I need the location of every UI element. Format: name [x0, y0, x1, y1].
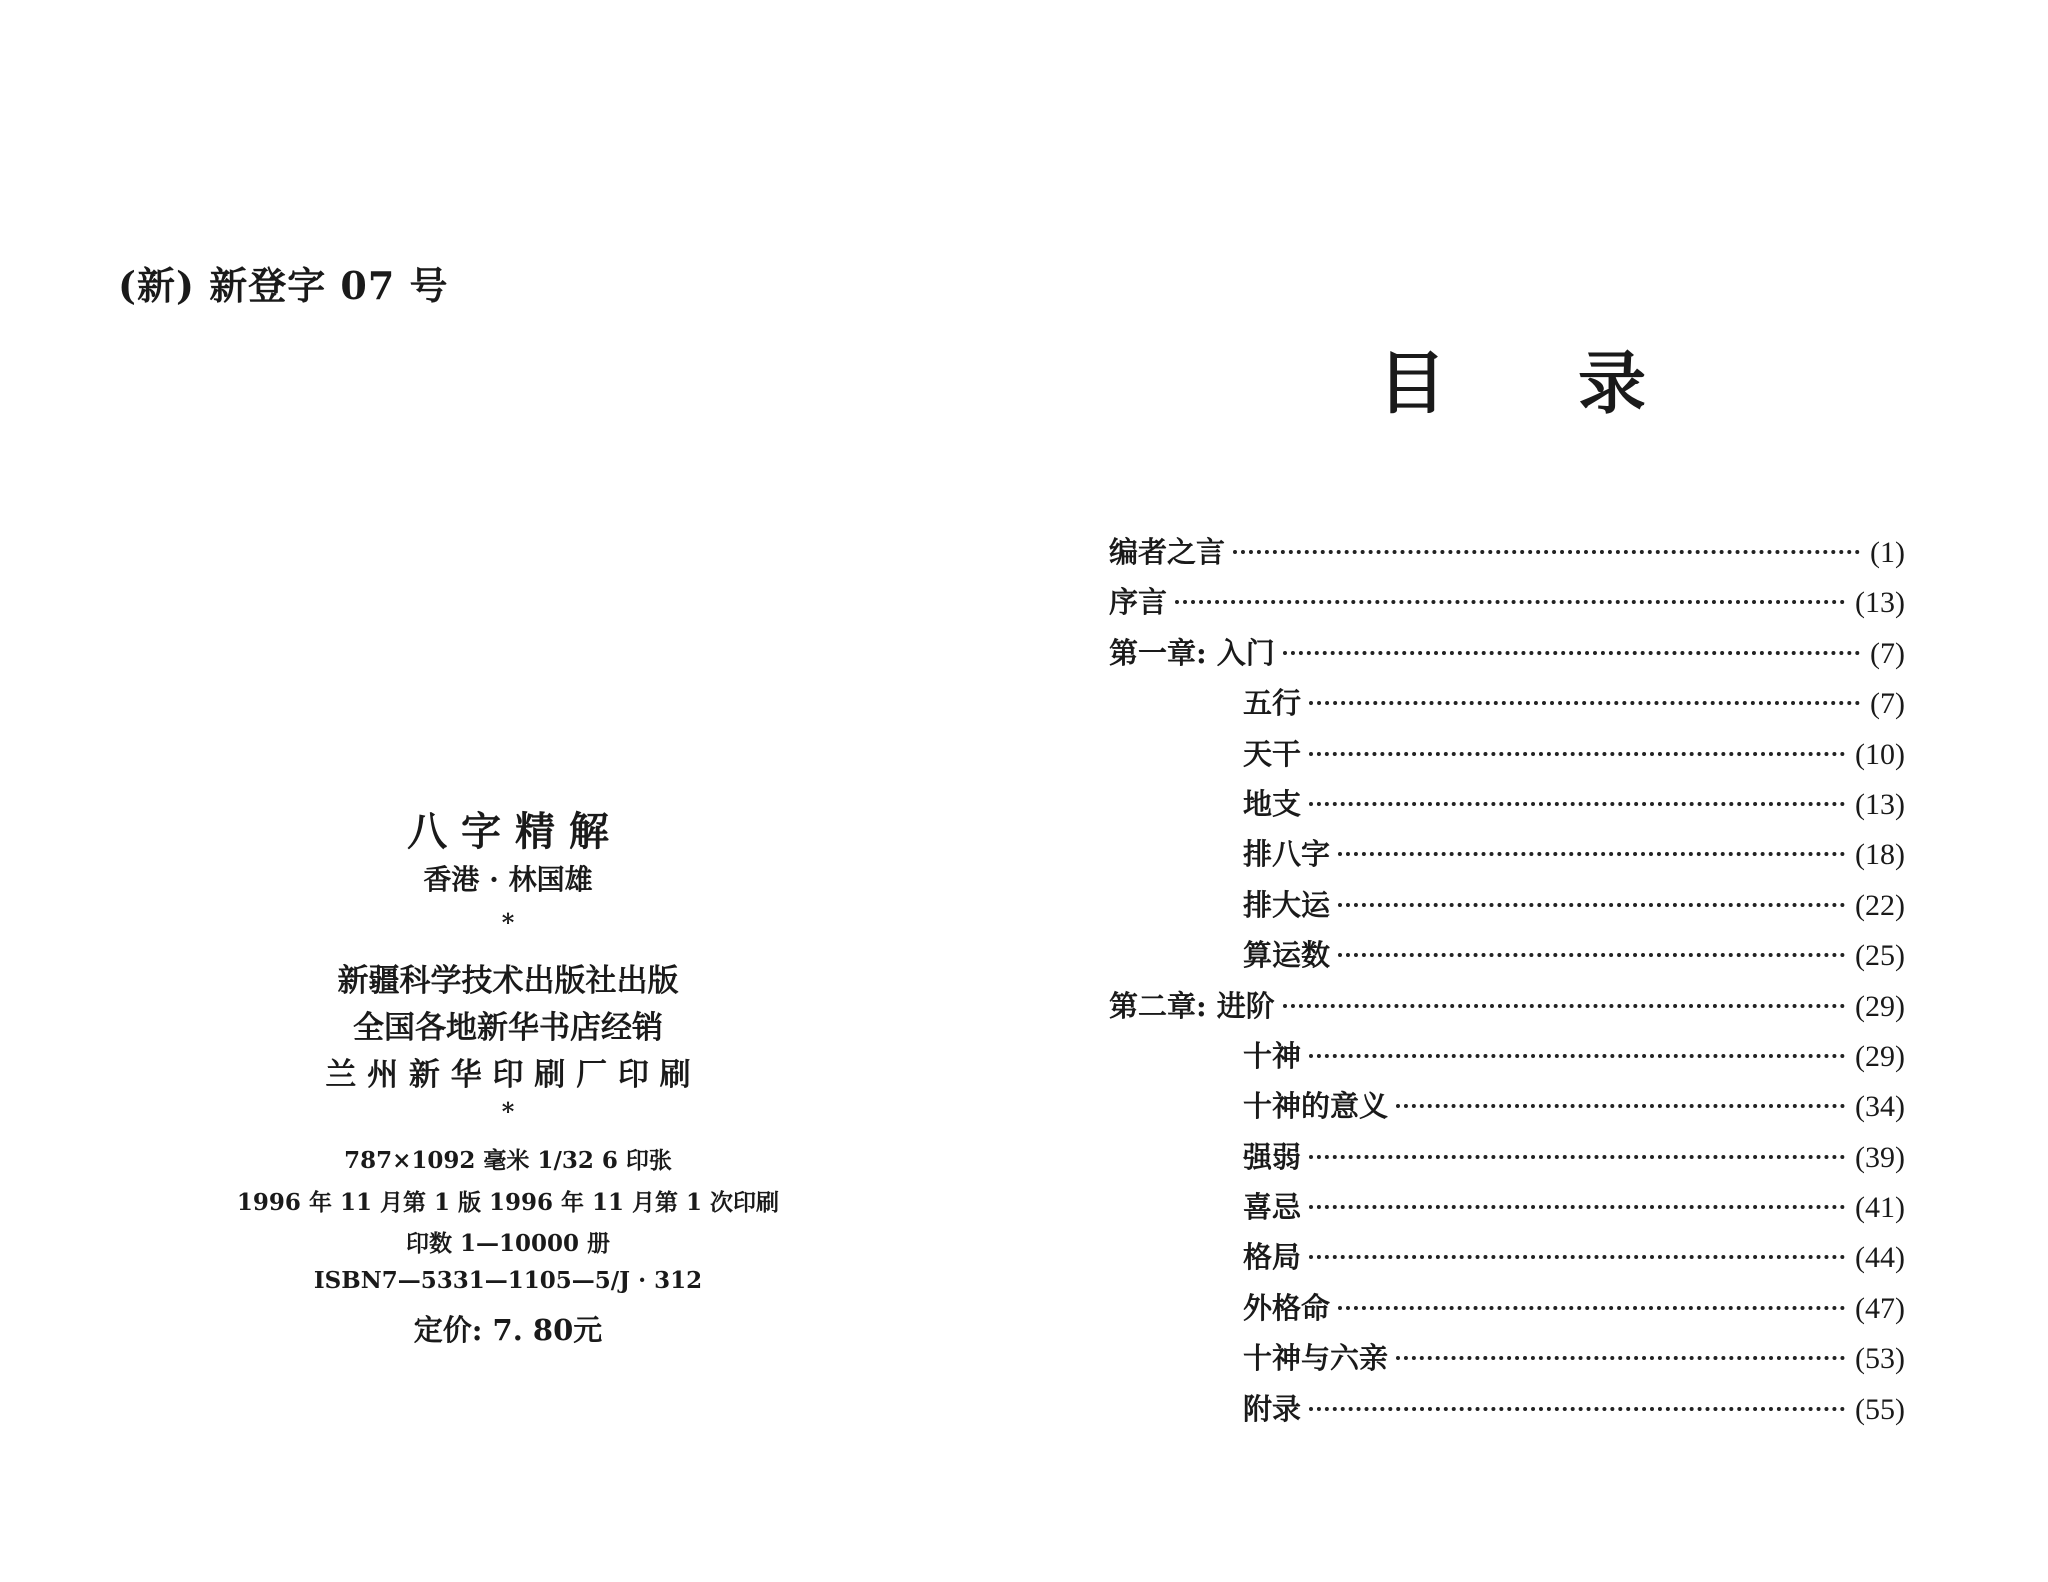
toc-entry — [1109, 1235, 1905, 1285]
separator: * — [501, 908, 515, 937]
dot-leader — [1396, 1104, 1845, 1108]
isbn: ISBN7—5331—1105—5/J · 312 — [313, 1267, 703, 1294]
separator: * — [501, 1097, 515, 1126]
dot-leader — [1338, 903, 1845, 907]
distributor: 全国各地新华书店经销 — [353, 1010, 663, 1046]
toc-entry-page: (10) — [1855, 737, 1905, 771]
toc-entry-label: 天干 — [1243, 736, 1302, 771]
toc-entry-label: 序言 — [1109, 585, 1168, 620]
printer: 兰 州 新 华 印 刷 厂 印 刷 — [325, 1057, 691, 1093]
toc-entry-page: (7) — [1870, 687, 1905, 721]
publisher: 新疆科学技术出版社出版 — [337, 963, 679, 999]
toc-entry-page: (13) — [1855, 586, 1905, 620]
toc-entry — [1109, 1185, 1905, 1235]
toc-entry-page: (47) — [1855, 1291, 1905, 1325]
toc-entry — [1109, 530, 1905, 580]
toc-entry — [1109, 631, 1905, 681]
dot-leader — [1309, 802, 1845, 806]
toc-entry-label: 强弱 — [1243, 1139, 1302, 1174]
toc-entry-page: (22) — [1855, 888, 1905, 922]
toc-entry-label: 格局 — [1243, 1240, 1302, 1275]
dot-leader — [1309, 1205, 1845, 1209]
toc-entry-label: 十神 — [1243, 1038, 1302, 1073]
toc-entry — [1109, 1286, 1905, 1336]
dot-leader — [1175, 600, 1845, 604]
toc-entry — [1109, 832, 1905, 882]
author: 香港 · 林国雄 — [423, 863, 593, 896]
toc-entry — [1109, 1135, 1905, 1185]
toc-entry — [1109, 580, 1905, 630]
toc-entry — [1109, 681, 1905, 731]
toc-entry-label: 第二章: 进阶 — [1109, 988, 1275, 1023]
dot-leader — [1309, 752, 1845, 756]
toc-entry-page: (29) — [1855, 989, 1905, 1023]
dot-leader — [1283, 651, 1860, 655]
dot-leader — [1338, 852, 1845, 856]
toc-title-char-2: 录 — [1578, 344, 1647, 424]
toc-entry-page: (1) — [1870, 536, 1905, 569]
toc-entry-label: 排大运 — [1243, 887, 1331, 922]
toc-entry-label: 算运数 — [1243, 938, 1331, 973]
toc-entry-page: (25) — [1855, 939, 1905, 973]
toc-entry-page: (29) — [1855, 1039, 1905, 1073]
toc-entry — [1109, 883, 1905, 933]
toc-entry — [1109, 1034, 1905, 1084]
dot-leader — [1309, 1407, 1845, 1411]
toc-entry — [1109, 732, 1905, 782]
toc-entry-page: (13) — [1855, 787, 1905, 821]
toc-title-char-1: 目 — [1378, 344, 1447, 424]
toc-entry-page: (44) — [1855, 1241, 1905, 1275]
toc-entry-label: 第一章: 入门 — [1109, 635, 1275, 670]
toc-entry-label: 外格命 — [1243, 1290, 1331, 1325]
toc-entry-page: (55) — [1855, 1392, 1905, 1426]
toc-entry — [1109, 1387, 1905, 1437]
dot-leader — [1396, 1356, 1845, 1360]
toc-entry-label: 地支 — [1243, 786, 1302, 821]
toc-entry — [1109, 782, 1905, 832]
toc-entry-label: 排八字 — [1243, 837, 1331, 872]
dot-leader — [1309, 701, 1860, 705]
toc-entry-label: 十神的意义 — [1243, 1089, 1389, 1124]
table-of-contents — [1109, 530, 1905, 1437]
toc-entry-page: (41) — [1855, 1191, 1905, 1225]
dot-leader — [1283, 1004, 1845, 1008]
toc-entry-page: (34) — [1855, 1090, 1905, 1124]
dot-leader — [1338, 953, 1845, 957]
book-title: 八 字 精 解 — [407, 808, 609, 855]
print-run: 印数 1—10000 册 — [405, 1230, 611, 1257]
toc-entry-page: (53) — [1855, 1342, 1905, 1376]
dot-leader — [1233, 550, 1860, 554]
toc-entry — [1109, 1336, 1905, 1386]
toc-entry-label: 编者之言 — [1109, 535, 1226, 569]
toc-entry-label: 喜忌 — [1243, 1190, 1302, 1225]
registration-number: (新) 新登字 07 号 — [118, 263, 449, 308]
toc-entry — [1109, 933, 1905, 983]
toc-entry — [1109, 984, 1905, 1034]
toc-entry-page: (7) — [1870, 636, 1905, 670]
price: 定价: 7. 80元 — [413, 1313, 603, 1347]
toc-entry — [1109, 1084, 1905, 1134]
toc-entry-label: 十神与六亲 — [1243, 1341, 1389, 1376]
dot-leader — [1309, 1255, 1845, 1259]
dot-leader — [1309, 1054, 1845, 1058]
dot-leader — [1309, 1155, 1845, 1159]
format: 787×1092 毫米 1/32 6 印张 — [344, 1147, 672, 1174]
toc-entry-page: (39) — [1855, 1140, 1905, 1174]
edition: 1996 年 11 月第 1 版 1996 年 11 月第 1 次印刷 — [236, 1189, 780, 1216]
toc-entry-page: (18) — [1855, 838, 1905, 872]
dot-leader — [1338, 1306, 1845, 1310]
toc-entry-label: 五行 — [1243, 686, 1302, 721]
toc-entry-label: 附录 — [1243, 1391, 1302, 1426]
